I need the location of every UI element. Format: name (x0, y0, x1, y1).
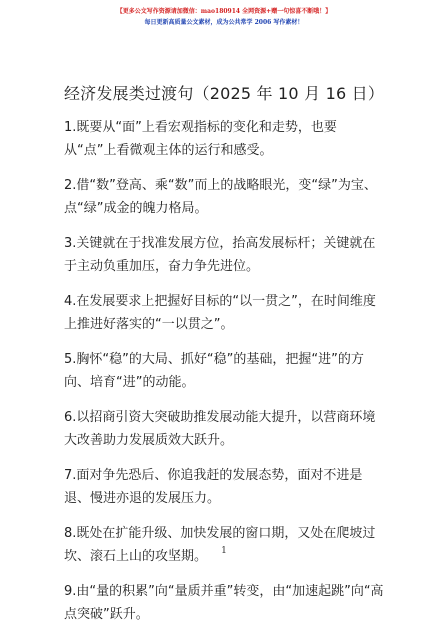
list-item: 9.由“量的积累”向“量质并重”转变，由“加速起跳”向“高点突破”跃升。 (64, 584, 384, 622)
list-item: 7.面对争先恐后、你追我赶的发展态势，面对不进是退、慢进亦退的发展压力。 (64, 468, 363, 506)
list-item: 2.借“数”登高、乘“数”而上的战略眼光，变“绿”为宝、点“绿”成金的魄力格局。 (64, 178, 377, 216)
list-item: 6.以招商引资大突破助推发展动能大提升，以营商环境大改善助力发展质效大跃升。 (64, 410, 376, 448)
list-item: 1.既要从“面”上看宏观指标的变化和走势，也要从“点”上看微观主体的运行和感受。 (64, 120, 337, 158)
list-item: 5.胸怀“稳”的大局、抓好“稳”的基础，把握“进”的方向、培育“进”的动能。 (64, 352, 364, 390)
list-item: 8.既处在扩能升级、加快发展的窗口期，又处在爬坡过坎、滚石上山的攻坚期。 (64, 526, 376, 564)
transition-sentence-list (64, 116, 384, 638)
page-number: 1 (221, 546, 227, 556)
page-title: 经济发展类过渡句（2025 年 10 月 16 日） (63, 84, 385, 103)
promo-banner-line-1: 【更多公文写作资源请加微信：mao180914 全网资源+赠一句惊喜不断哦！】 (116, 8, 332, 15)
list-item: 3.关键就在于找准发展方位，抬高发展标杆；关键就在于主动负重加压，奋力争先进位。 (64, 236, 376, 274)
list-item: 4.在发展要求上把握好目标的“以一贯之”，在时间维度上推进好落实的“一以贯之”。 (64, 294, 376, 332)
promo-banner-line-2: 每日更新高质量公文素材，成为公共常学 2006 写作素材！ (144, 19, 304, 26)
